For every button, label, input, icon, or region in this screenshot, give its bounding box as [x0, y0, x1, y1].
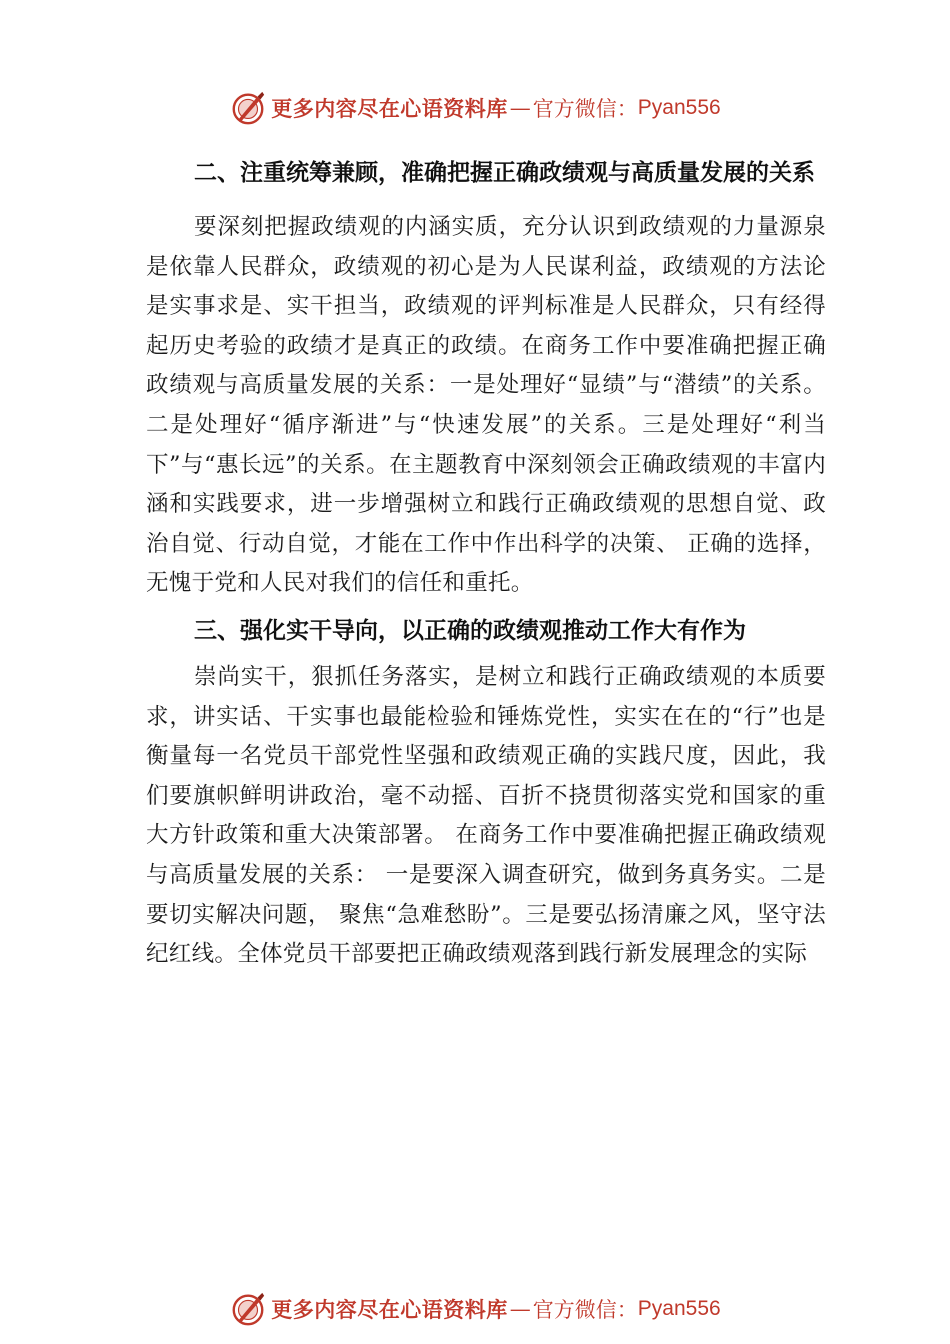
section-2-heading: 二、注重统筹兼顾，准确把握正确政绩观与高质量发展的关系 — [194, 160, 815, 186]
header-dash: — — [509, 96, 531, 120]
header-brand-text: 更多内容尽在心语资料库 — [271, 96, 508, 121]
header-watermark-banner — [0, 86, 950, 130]
footer-wechat-id: Pyan556 — [637, 1297, 721, 1320]
header-wechat-label: 官方微信： — [532, 97, 638, 121]
footer-dash: — — [509, 1297, 531, 1321]
footer-brand-text: 更多内容尽在心语资料库 — [271, 1297, 508, 1322]
pen-logo-icon — [229, 1290, 267, 1328]
section-2-paragraph: 要深刻把握政绩观的内涵实质，充分认识到政绩观的力量源泉是依靠人民群众，政绩观的初心是为人民谋利益，政绩观的方法论是实事求是、实干担当，政绩观的评判标准是人民群众，只有经得起历史考验的政绩才是真正的政绩。在商务工作中要准确把握正确政绩观与高质量发展的关系：一是处理好“显绩”与“潜绩”的关系。二是处理好“循序渐进”与“快速发展”的关系。三是处理好“利当下”与“惠长远”的关系。在主题教育中深刻领会正确政绩观的丰富内涵和实践要求，进一步增强树立和践行正确政绩观的思想自觉、政治自觉、行动自觉，才能在工作中作出科学的决策、 正确的选择，无愧于党和人民对我们的信任和重托。 — [146, 214, 826, 597]
document-body — [146, 148, 826, 975]
footer-watermark-banner — [0, 1287, 950, 1331]
section-3-paragraph: 崇尚实干，狠抓任务落实，是树立和践行正确政绩观的本质要求，讲实话、干实事也最能检验和锤炼党性，实实在在的“行”也是衡量每一名党员干部党性坚强和政绩观正确的实践尺度，因此，我们要旗帜鲜明讲政治，毫不动摇、百折不挠贯彻落实党和国家的重大方针政策和重大决策部署。 在商务工作中要准确把握正确政绩观与高质量发展的关系： 一是要深入调查研究，做到务真务实。二是要切实解决问题， 聚焦“急难愁盼”。三是要弘扬清廉之风，坚守法纪红线。全体党员干部要把正确政绩观落到践行新发展理念的实际 — [146, 663, 826, 968]
section-3-heading: 三、强化实干导向，以正确的政绩观推动工作大有作为 — [194, 617, 746, 644]
footer-wechat-label: 官方微信： — [532, 1298, 638, 1322]
header-wechat-id: Pyan556 — [637, 96, 721, 119]
pen-logo-icon — [229, 89, 267, 127]
